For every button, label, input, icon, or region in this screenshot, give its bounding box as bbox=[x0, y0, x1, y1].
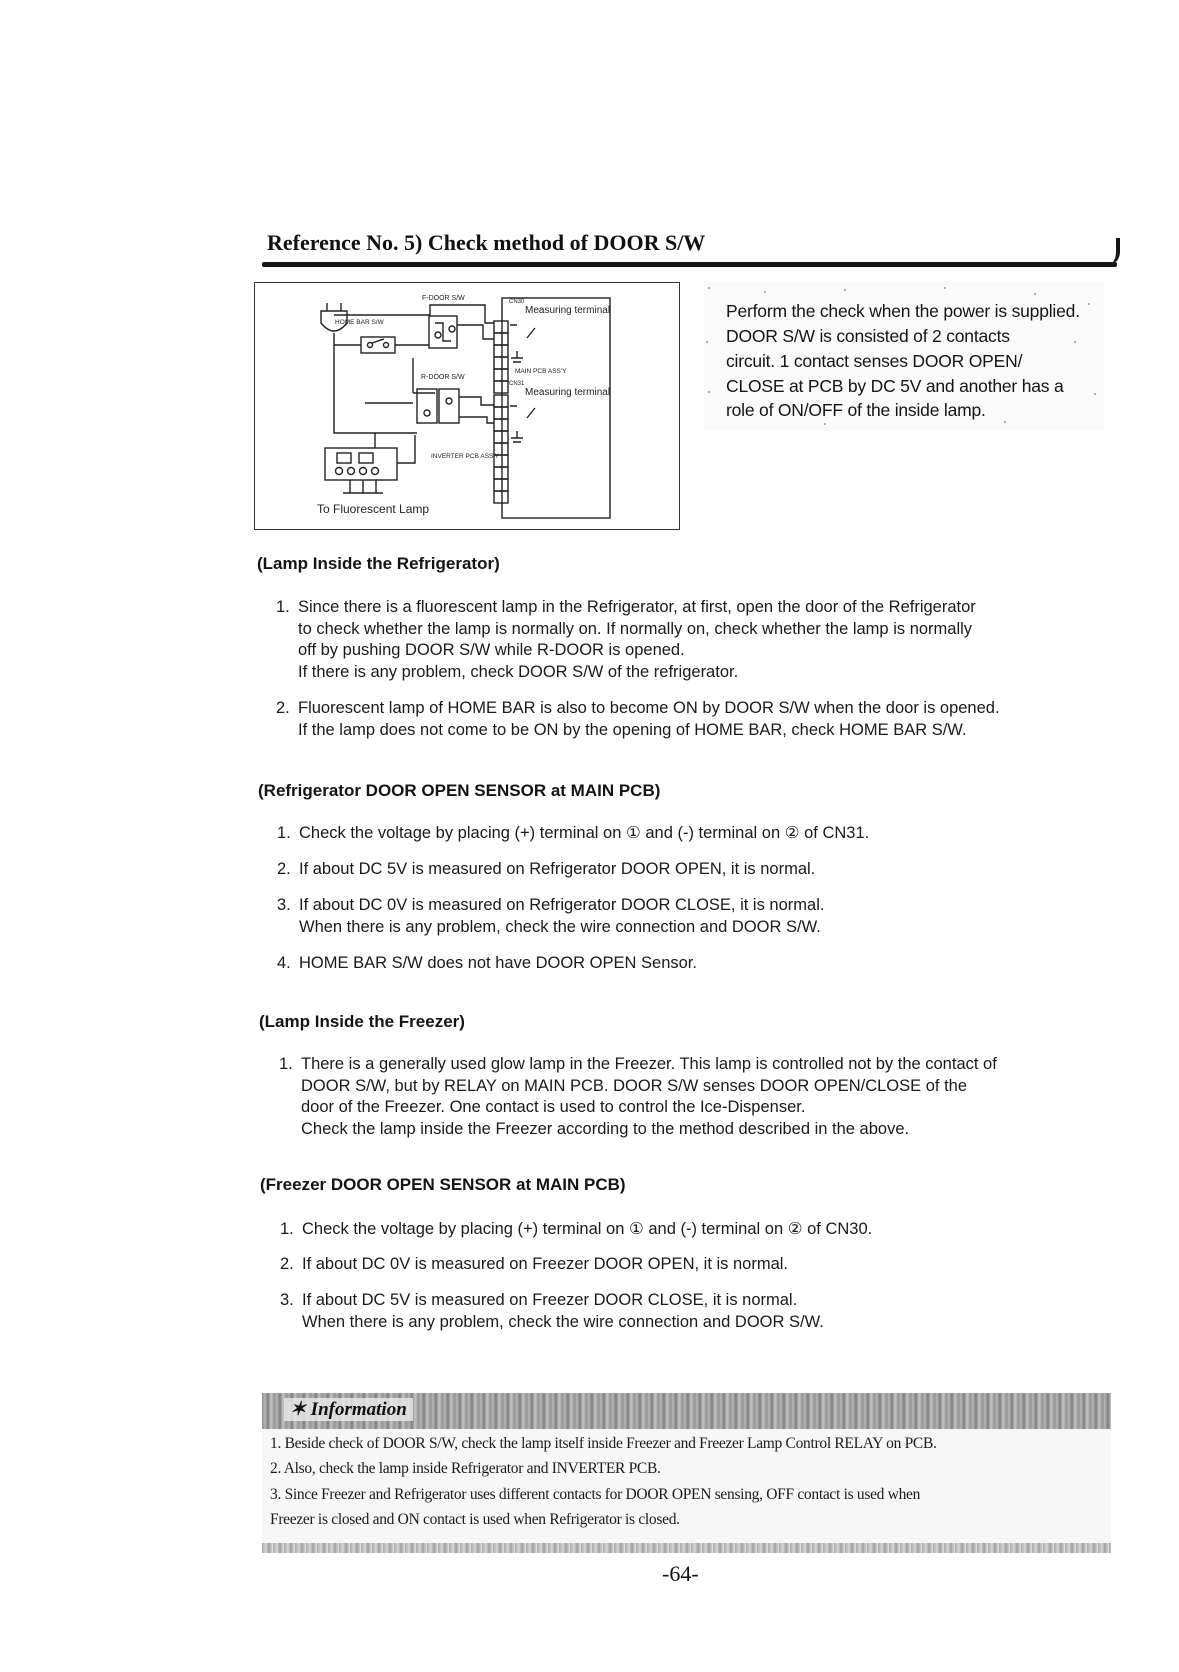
list-item bbox=[280, 1219, 872, 1241]
item-number: 1. bbox=[279, 1055, 293, 1073]
main-pcb-label: MAIN PCB ASS'Y bbox=[515, 368, 567, 375]
procedure-line-1: Perform the check when the power is supplied. bbox=[726, 301, 1080, 321]
item-line: Check the voltage by placing (+) terminal on ① and (-) terminal on ② of CN31. bbox=[299, 824, 870, 842]
item-line: to check whether the lamp is normally on. If normally on, check whether the lamp is normally bbox=[298, 619, 973, 638]
list-item bbox=[280, 1254, 788, 1276]
list-item bbox=[280, 1290, 824, 1333]
item-line: Since there is a fluorescent lamp in the Refrigerator, at first, open the door of the Refrigerator bbox=[298, 598, 976, 616]
item-number: 1. bbox=[280, 1220, 294, 1238]
list-item bbox=[277, 895, 824, 938]
circuit-diagram bbox=[254, 282, 680, 530]
item-line: There is a generally used glow lamp in the Freezer. This lamp is controlled not by the contact of bbox=[301, 1055, 997, 1073]
section-title-lamp-freezer: (Lamp Inside the Freezer) bbox=[259, 1012, 465, 1031]
item-line: HOME BAR S/W does not have DOOR OPEN Sensor. bbox=[299, 954, 697, 972]
information-title: ✶ Information bbox=[284, 1398, 413, 1421]
measuring-terminal-1-label: Measuring terminal bbox=[525, 305, 611, 316]
item-line: If the lamp does not come to be ON by the opening of HOME BAR, check HOME BAR S/W. bbox=[298, 720, 967, 739]
list-item bbox=[279, 1054, 997, 1140]
item-line: off by pushing DOOR S/W while R-DOOR is opened. bbox=[298, 641, 685, 659]
section-title-lamp-refrigerator: (Lamp Inside the Refrigerator) bbox=[257, 554, 500, 573]
item-number: 4. bbox=[277, 954, 291, 972]
procedure-line-4: CLOSE at PCB by DC 5V and another has a bbox=[726, 376, 1064, 396]
item-line: Check the lamp inside the Freezer according to the method described in the above. bbox=[301, 1119, 910, 1138]
item-line: If about DC 0V is measured on Freezer DOOR OPEN, it is normal. bbox=[302, 1255, 789, 1273]
item-line: If about DC 5V is measured on Freezer DOOR CLOSE, it is normal. bbox=[302, 1291, 798, 1309]
item-line: When there is any problem, check the wire connection and DOOR S/W. bbox=[302, 1312, 824, 1331]
information-title-text: Information bbox=[310, 1399, 407, 1420]
item-line: Check the voltage by placing (+) terminal on ① and (-) terminal on ② of CN30. bbox=[302, 1220, 873, 1238]
list-item bbox=[276, 698, 1000, 741]
list-item bbox=[277, 859, 815, 881]
information-line-1: 1. Beside check of DOOR S/W, check the lamp itself inside Freezer and Freezer Lamp Control RELAY on PCB. bbox=[270, 1435, 937, 1452]
item-number: 3. bbox=[280, 1291, 294, 1309]
page-number: -64- bbox=[662, 1561, 699, 1586]
procedure-line-3: circuit. 1 contact senses DOOR OPEN/ bbox=[726, 351, 1023, 371]
item-number: 2. bbox=[277, 860, 291, 878]
item-line: If about DC 0V is measured on Refrigerator DOOR CLOSE, it is normal. bbox=[299, 896, 825, 914]
measuring-terminal-2-label: Measuring terminal bbox=[525, 387, 611, 398]
item-line: When there is any problem, check the wire connection and DOOR S/W. bbox=[299, 917, 821, 936]
section-title-refrigerator-sensor: (Refrigerator DOOR OPEN SENSOR at MAIN PCB) bbox=[258, 781, 661, 800]
item-line: Fluorescent lamp of HOME BAR is also to become ON by DOOR S/W when the door is opened. bbox=[298, 699, 1000, 717]
f-door-sw-label: F-DOOR S/W bbox=[422, 295, 465, 302]
item-number: 1. bbox=[277, 824, 291, 842]
information-line-3: 3. Since Freezer and Refrigerator uses different contacts for DOOR OPEN sensing, OFF contact is used when bbox=[270, 1486, 921, 1503]
item-number: 2. bbox=[276, 699, 290, 717]
diagram-caption: To Fluorescent Lamp bbox=[317, 502, 430, 516]
item-line: DOOR S/W, but by RELAY on MAIN PCB. DOOR S/W senses DOOR OPEN/CLOSE of the bbox=[301, 1076, 968, 1095]
information-box bbox=[262, 1393, 1111, 1553]
procedure-note bbox=[704, 281, 1104, 431]
cn31-label: CN31 bbox=[509, 381, 525, 387]
item-number: 3. bbox=[277, 896, 291, 914]
procedure-line-5: role of ON/OFF of the inside lamp. bbox=[726, 400, 986, 420]
inverter-pcb-label: INVERTER PCB ASS'Y bbox=[431, 453, 499, 460]
information-line-2: 2. Also, check the lamp inside Refrigerator and INVERTER PCB. bbox=[270, 1460, 661, 1477]
item-number: 1. bbox=[276, 598, 290, 616]
heading-underline-cap bbox=[1104, 238, 1120, 266]
heading-underline bbox=[262, 262, 1117, 267]
information-bottom-band bbox=[262, 1543, 1111, 1553]
list-item bbox=[277, 823, 869, 845]
connector-pins bbox=[494, 321, 508, 503]
section-title-freezer-sensor: (Freezer DOOR OPEN SENSOR at MAIN PCB) bbox=[260, 1175, 626, 1194]
procedure-line-2: DOOR S/W is consisted of 2 contacts bbox=[726, 326, 1010, 346]
item-line: If there is any problem, check DOOR S/W of the refrigerator. bbox=[298, 662, 739, 681]
page-heading: Reference No. 5) Check method of DOOR S/W bbox=[267, 230, 706, 255]
r-door-sw-label: R-DOOR S/W bbox=[421, 374, 465, 381]
cn30-label: CN30 bbox=[509, 299, 525, 305]
list-item bbox=[276, 597, 976, 683]
home-bar-sw-label: HOME BAR S/W bbox=[335, 319, 384, 326]
list-item bbox=[277, 953, 697, 975]
information-line-4: Freezer is closed and ON contact is used when Refrigerator is closed. bbox=[270, 1511, 680, 1528]
item-number: 2. bbox=[280, 1255, 294, 1273]
item-line: door of the Freezer. One contact is used to control the Ice-Dispenser. bbox=[301, 1098, 806, 1116]
item-line: If about DC 5V is measured on Refrigerator DOOR OPEN, it is normal. bbox=[299, 860, 816, 878]
